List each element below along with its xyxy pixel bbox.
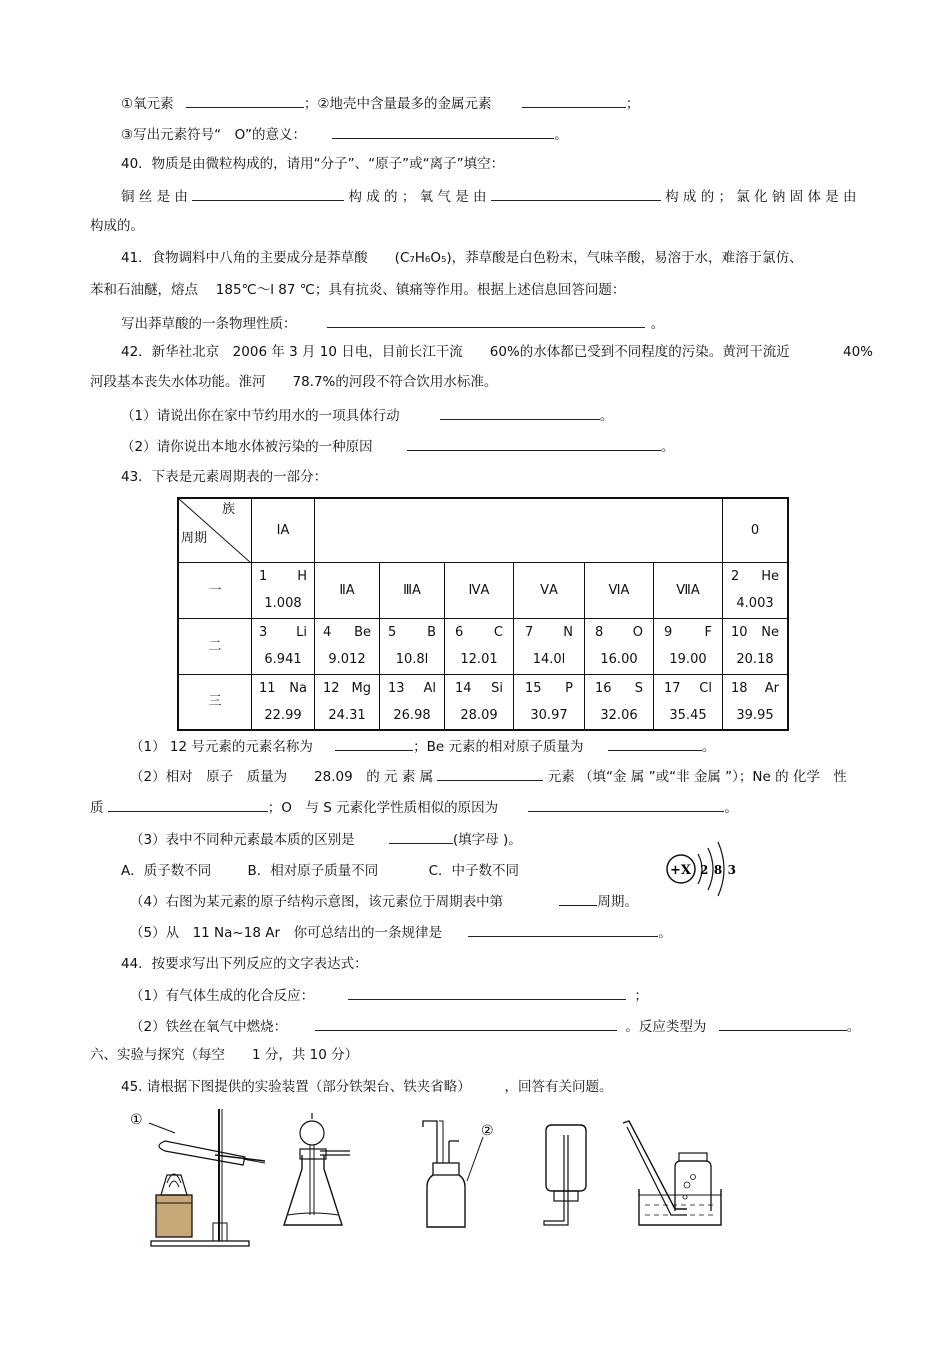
q44-title: 44．按要求写出下列反应的文字表达式： (121, 956, 368, 972)
blank[interactable] (522, 93, 626, 108)
header-period: 周期 (181, 530, 208, 546)
q41-line2: 苯和石油醚，熔点 185℃～l 87 ℃；具有抗炎、镇痛等作用。根据上述信息回答问题： (90, 282, 626, 298)
q43-options (121, 862, 519, 880)
element-Be: 4 Be 9.012 (315, 618, 380, 674)
element-Cl: 17 Cl 35.45 (654, 674, 723, 730)
element-Ar: 18 Ar 39.95 (723, 674, 789, 730)
blank[interactable] (389, 829, 453, 844)
blank[interactable] (335, 736, 413, 751)
q42-line1-end: 40% (843, 344, 874, 360)
group-VIA: ⅥA (585, 562, 654, 618)
q43-title: 43．下表是元素周期表的一部分： (121, 469, 328, 485)
period-3-row (178, 674, 788, 730)
blank[interactable] (332, 124, 554, 139)
option-b[interactable]: B．相对原子质量不同 (247, 863, 379, 879)
periodic-table (177, 497, 789, 731)
element-B: 5 B 10.8l (380, 618, 445, 674)
q43-s2: （2）相对 原子 质量为 28.09 的 元 素 属 元素 （填“金 属 ”或“非 金属 ”）；Ne 的 化学 性 (130, 766, 847, 786)
blank[interactable] (315, 1016, 617, 1031)
period-2: 二 (178, 618, 252, 674)
table-corner (178, 498, 252, 562)
element-H: 1 H 1.008 (252, 562, 315, 618)
q41-line3: 写出莽草酸的一条物理性质： 。 (121, 313, 664, 333)
blank[interactable] (608, 736, 702, 751)
element-F: 9 F 19.00 (654, 618, 723, 674)
q40-title: 40．物质是由微粒构成的，请用“分子”、“原子”或“离子”填空： (121, 156, 505, 172)
atom-nucleus: +X (670, 863, 691, 878)
q42-s1: （1）请说出你在家中节约用水的一项具体行动 。 (121, 405, 613, 425)
label-2: ② (481, 1123, 494, 1139)
q43-s5: （5）从 11 Na~18 Ar 你可总结出的一条规律是 。 (130, 922, 672, 942)
group-IIA: ⅡA (315, 562, 380, 618)
element-Li: 3 Li 6.941 (252, 618, 315, 674)
blank[interactable] (327, 313, 645, 328)
group-IVA: ⅣA (445, 562, 514, 618)
blank[interactable] (192, 186, 344, 201)
blank[interactable] (108, 797, 268, 812)
col-IA: IA (252, 498, 315, 562)
q43-s4: （4）右图为某元素的原子结构示意图，该元素位于周期表中第 周期。 (130, 891, 638, 911)
element-C: 6 C 12.01 (445, 618, 514, 674)
element-He: 2 He 4.003 (723, 562, 789, 618)
option-a[interactable]: A．质子数不同 (121, 863, 212, 879)
group-VA: ⅤA (514, 562, 585, 618)
q40-end: 构成的。 (90, 218, 144, 234)
label-1: ① (130, 1112, 143, 1128)
inverted-bottle-figure (540, 1105, 600, 1235)
gas-bottle-figure (415, 1105, 505, 1235)
conical-flask-figure (280, 1105, 360, 1235)
group-IIIA: ⅢA (380, 562, 445, 618)
atom-shells: 2 8 3 (700, 863, 736, 877)
blank[interactable] (440, 405, 600, 420)
q39-line1: ①氧元素 ；②地壳中含量最多的金属元素 ； (121, 93, 639, 113)
period-2-row (178, 618, 788, 674)
col-0: 0 (723, 498, 789, 562)
header-blank (315, 498, 723, 562)
q42-line1: 42．新华社北京 2006 年 3 月 10 日电，目前长江干流 60%的水体都已受到不同程度的污染。黄河干流近 (121, 344, 790, 360)
section-6-heading: 六、实验与探究（每空 1 分，共 10 分） (90, 1047, 359, 1063)
element-Ne: 10 Ne 20.18 (723, 618, 789, 674)
element-Si: 14 Si 28.09 (445, 674, 514, 730)
q42-s2: （2）请你说出本地水体被污染的一种原因 。 (121, 436, 674, 456)
element-S: 16 S 32.06 (585, 674, 654, 730)
element-Na: 11 Na 22.99 (252, 674, 315, 730)
water-trough-figure (615, 1105, 725, 1235)
q43-s3: （3）表中不同种元素最本质的区别是 (填字母 )。 (130, 829, 522, 849)
q41-line1: 41．食物调料中八角的主要成分是莽草酸 (C₇H₆O₅)，莽草酸是白色粉末，气味辛酸，易溶于水，难溶于氯仿、 (121, 250, 803, 266)
blank[interactable] (348, 985, 626, 1000)
option-c[interactable]: C．中子数不同 (428, 863, 520, 879)
blank[interactable] (719, 1016, 847, 1031)
q45-title: 45. 请根据下图提供的实验装置（部分铁架台、铁夹省略） ，回答有关问题。 (121, 1079, 613, 1095)
blank[interactable] (437, 766, 543, 781)
period-1: 一 (178, 562, 252, 618)
element-P: 15 P 30.97 (514, 674, 585, 730)
blank[interactable] (559, 891, 597, 906)
period-3: 三 (178, 674, 252, 730)
element-N: 7 N 14.0l (514, 618, 585, 674)
blank[interactable] (468, 922, 658, 937)
q43-s1: （1） 12 号元素的元素名称为 ；Be 元素的相对原子质量为 。 (130, 736, 715, 756)
group-VIIA: ⅦA (654, 562, 723, 618)
q42-line2: 河段基本丧失水体功能。淮河 78.7%的河段不符合饮用水标准。 (90, 374, 498, 390)
q44-s2: （2）铁丝在氧气中燃烧： 。反应类型为 。 (130, 1016, 860, 1036)
blank[interactable] (528, 797, 724, 812)
q43-s2-cont: 质 ；O 与 S 元素化学性质相似的原因为 。 (90, 797, 738, 817)
header-group: 族 (221, 502, 235, 517)
blank[interactable] (186, 93, 304, 108)
atom-structure-diagram (660, 838, 740, 904)
element-Mg: 12 Mg 24.31 (315, 674, 380, 730)
element-O: 8 O 16.00 (585, 618, 654, 674)
element-Al: 13 Al 26.98 (380, 674, 445, 730)
q40-line: 铜 丝 是 由 构 成 的 ； 氧 气 是 由 构 成 的 ； 氯 化 钠 固 体 是 由 (121, 186, 857, 206)
q44-s1: （1）有气体生成的化合反应： ； (130, 985, 648, 1005)
q39-line2: ③写出元素符号“ O”的意义： 。 (121, 124, 568, 144)
heating-apparatus-figure (125, 1105, 275, 1250)
blank[interactable] (407, 436, 661, 451)
blank[interactable] (491, 186, 661, 201)
